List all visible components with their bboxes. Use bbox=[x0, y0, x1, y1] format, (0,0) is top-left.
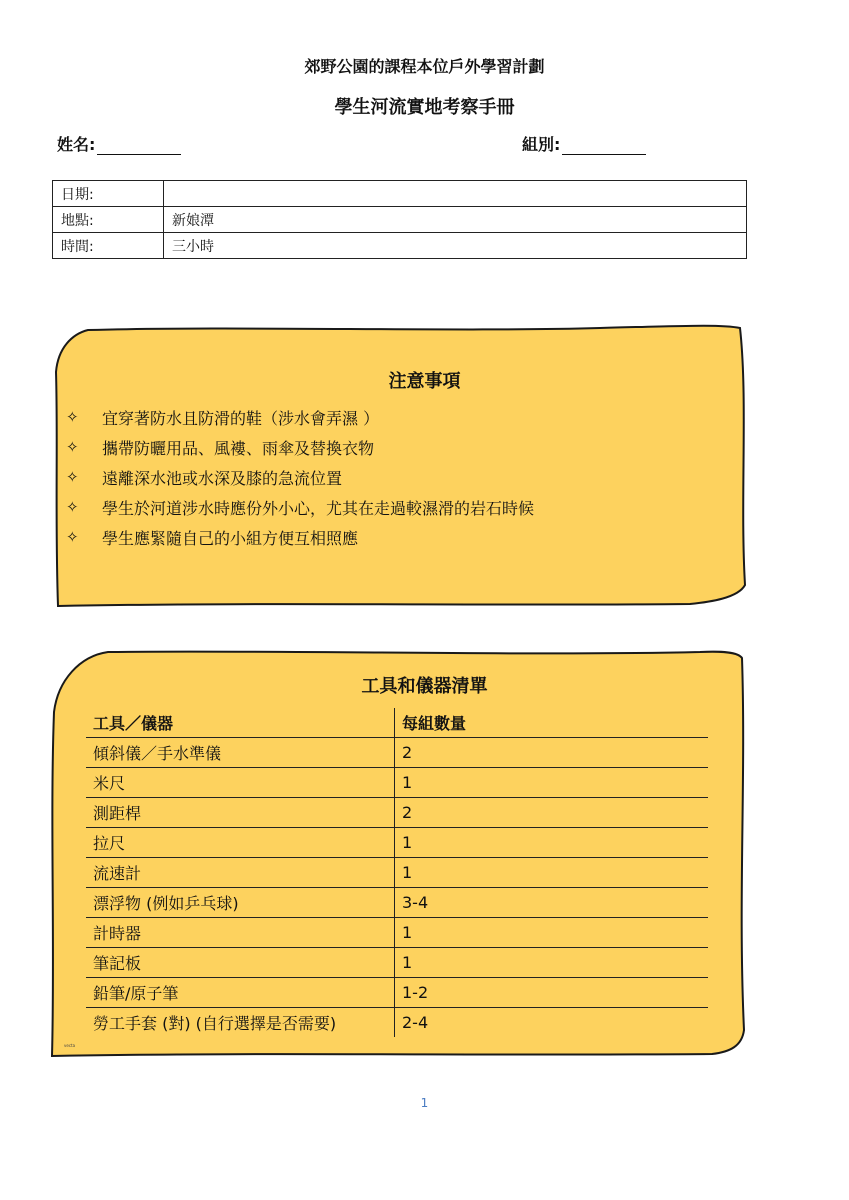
tool-name: 勞工手套 (對) (自行選擇是否需要) bbox=[86, 1008, 395, 1038]
info-label: 日期: bbox=[53, 181, 164, 207]
info-table bbox=[52, 180, 747, 259]
tool-quantity: 1 bbox=[395, 768, 709, 798]
tool-name: 米尺 bbox=[86, 768, 395, 798]
tool-name: 筆記板 bbox=[86, 948, 395, 978]
list-item bbox=[66, 432, 534, 462]
table-row bbox=[86, 858, 708, 888]
list-item bbox=[66, 462, 534, 492]
tool-quantity: 1 bbox=[395, 918, 709, 948]
note-text: 遠離深水池或水深及膝的急流位置 bbox=[102, 468, 343, 488]
list-item bbox=[66, 492, 534, 522]
info-row-date bbox=[53, 181, 747, 207]
note-text: 學生於河道涉水時應份外小心，尤其在走過較濕滑的岩石時候 bbox=[102, 498, 535, 518]
tool-quantity: 2 bbox=[395, 798, 709, 828]
table-row bbox=[86, 1008, 708, 1038]
tool-quantity: 1-2 bbox=[395, 978, 709, 1008]
list-item bbox=[66, 402, 534, 432]
info-row-location bbox=[53, 207, 747, 233]
tool-name: 測距桿 bbox=[86, 798, 395, 828]
column-header-quantity: 每組數量 bbox=[395, 708, 709, 738]
info-row-time bbox=[53, 233, 747, 259]
table-row bbox=[86, 948, 708, 978]
name-blank-line bbox=[97, 140, 181, 155]
info-label: 地點: bbox=[53, 207, 164, 233]
tool-quantity: 1 bbox=[395, 948, 709, 978]
note-text: 宜穿著防水且防滑的鞋（涉水會弄濕 ） bbox=[102, 408, 380, 428]
column-header-tool: 工具／儀器 bbox=[86, 708, 395, 738]
info-value: 新娘潭 bbox=[164, 207, 747, 233]
list-item bbox=[66, 522, 534, 552]
table-row bbox=[86, 768, 708, 798]
tool-quantity: 1 bbox=[395, 828, 709, 858]
table-row bbox=[86, 978, 708, 1008]
diamond-bullet-icon: ✧ bbox=[66, 438, 79, 456]
note-text: 學生應緊隨自己的小組方便互相照應 bbox=[102, 528, 359, 548]
diamond-bullet-icon: ✧ bbox=[66, 498, 79, 516]
note-text: 攜帶防曬用品、風褸、雨傘及替換衣物 bbox=[102, 438, 375, 458]
table-row bbox=[86, 738, 708, 768]
info-value: 三小時 bbox=[164, 233, 747, 259]
program-title: 郊野公園的課程本位戶外學習計劃 bbox=[304, 57, 545, 76]
tool-quantity: 1 bbox=[395, 858, 709, 888]
group-label: 組別: bbox=[522, 135, 561, 154]
tool-name: 傾斜儀／手水準儀 bbox=[86, 738, 395, 768]
tool-name: 鉛筆/原子筆 bbox=[86, 978, 395, 1008]
small-mark: vecta bbox=[64, 1043, 76, 1048]
tool-name: 漂浮物 (例如乒乓球) bbox=[86, 888, 395, 918]
page-number: 1 bbox=[420, 1096, 429, 1110]
diamond-bullet-icon: ✧ bbox=[66, 528, 79, 546]
table-row bbox=[86, 798, 708, 828]
group-blank-line bbox=[562, 140, 646, 155]
tool-quantity: 2-4 bbox=[402, 1013, 429, 1032]
notes-list bbox=[66, 402, 534, 552]
table-row bbox=[86, 888, 708, 918]
diamond-bullet-icon: ✧ bbox=[66, 408, 79, 426]
tool-name: 拉尺 bbox=[86, 828, 395, 858]
info-label: 時間: bbox=[53, 233, 164, 259]
handbook-title: 學生河流實地考察手冊 bbox=[334, 97, 515, 118]
tool-name: 流速計 bbox=[86, 858, 395, 888]
tool-quantity: 3-4 bbox=[395, 888, 709, 918]
tool-quantity: 2 bbox=[395, 738, 709, 768]
name-field bbox=[57, 132, 181, 155]
tool-name: 計時器 bbox=[86, 918, 395, 948]
info-value bbox=[164, 181, 747, 207]
notes-title: 注意事項 bbox=[388, 371, 461, 392]
diamond-bullet-icon: ✧ bbox=[66, 468, 79, 486]
table-row bbox=[86, 828, 708, 858]
tools-table bbox=[86, 708, 708, 1037]
group-field bbox=[522, 132, 646, 155]
tools-title: 工具和儀器清單 bbox=[361, 676, 488, 697]
name-label: 姓名: bbox=[57, 135, 96, 154]
table-row bbox=[86, 918, 708, 948]
table-header-row bbox=[86, 708, 708, 738]
